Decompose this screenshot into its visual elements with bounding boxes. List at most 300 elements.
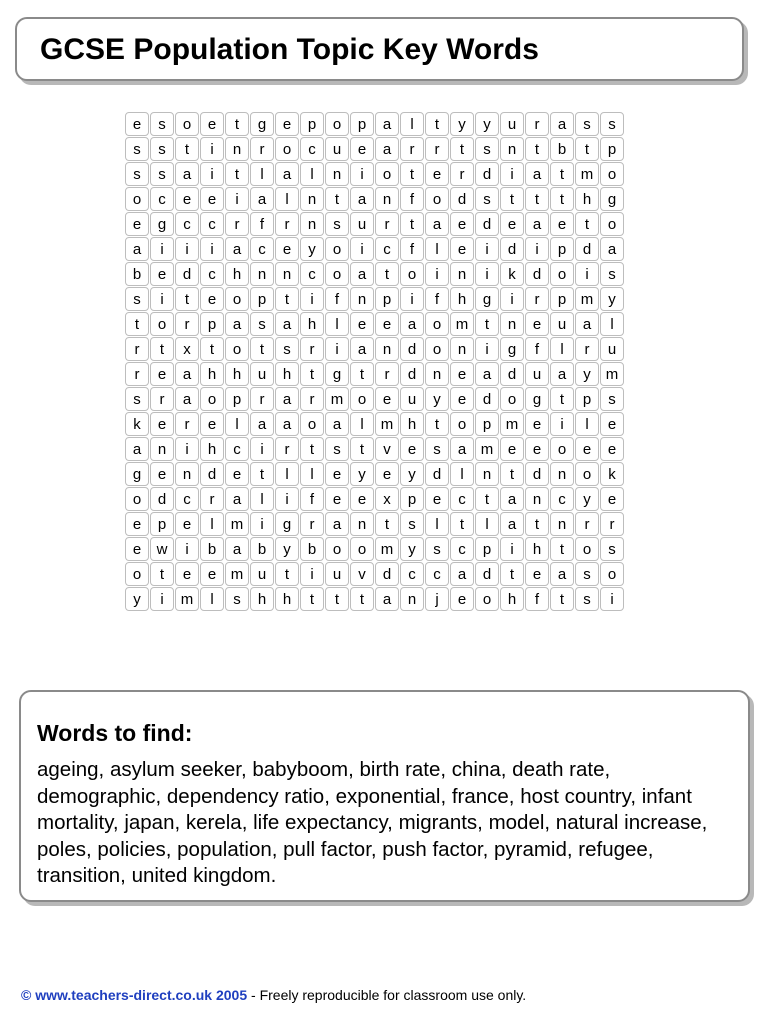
grid-cell[interactable]: f [400, 187, 424, 211]
grid-cell[interactable]: s [425, 537, 449, 561]
grid-cell[interactable]: r [575, 512, 599, 536]
grid-cell[interactable]: y [400, 462, 424, 486]
grid-cell[interactable]: s [150, 162, 174, 186]
grid-cell[interactable]: d [525, 262, 549, 286]
grid-cell[interactable]: a [275, 412, 299, 436]
grid-cell[interactable]: e [500, 212, 524, 236]
grid-cell[interactable]: t [550, 387, 574, 411]
grid-cell[interactable]: e [450, 362, 474, 386]
grid-cell[interactable]: l [450, 462, 474, 486]
grid-cell[interactable]: l [425, 512, 449, 536]
grid-cell[interactable]: o [425, 337, 449, 361]
grid-cell[interactable]: c [300, 137, 324, 161]
grid-cell[interactable]: x [375, 487, 399, 511]
grid-cell[interactable]: a [475, 362, 499, 386]
grid-cell[interactable]: l [300, 462, 324, 486]
grid-cell[interactable]: e [525, 562, 549, 586]
grid-cell[interactable]: n [300, 212, 324, 236]
grid-cell[interactable]: r [300, 387, 324, 411]
grid-cell[interactable]: e [425, 487, 449, 511]
grid-cell[interactable]: h [525, 537, 549, 561]
grid-cell[interactable]: l [275, 187, 299, 211]
grid-cell[interactable]: i [350, 237, 374, 261]
grid-cell[interactable]: l [200, 587, 224, 611]
grid-cell[interactable]: p [600, 137, 624, 161]
grid-cell[interactable]: e [275, 237, 299, 261]
grid-cell[interactable]: i [475, 262, 499, 286]
grid-cell[interactable]: e [325, 487, 349, 511]
grid-cell[interactable]: p [475, 537, 499, 561]
footer-link[interactable]: © www.teachers-direct.co.uk 2005 [21, 987, 248, 1003]
grid-cell[interactable]: t [400, 212, 424, 236]
grid-cell[interactable]: f [525, 337, 549, 361]
grid-cell[interactable]: i [175, 237, 199, 261]
grid-cell[interactable]: r [225, 212, 249, 236]
grid-cell[interactable]: u [400, 387, 424, 411]
grid-cell[interactable]: a [375, 137, 399, 161]
grid-cell[interactable]: v [350, 562, 374, 586]
grid-cell[interactable]: a [425, 212, 449, 236]
grid-cell[interactable]: m [325, 387, 349, 411]
grid-cell[interactable]: g [150, 212, 174, 236]
grid-cell[interactable]: e [375, 312, 399, 336]
grid-cell[interactable]: k [125, 412, 149, 436]
grid-cell[interactable]: n [550, 462, 574, 486]
grid-cell[interactable]: y [400, 537, 424, 561]
grid-cell[interactable]: d [500, 362, 524, 386]
grid-cell[interactable]: n [400, 587, 424, 611]
grid-cell[interactable]: t [525, 512, 549, 536]
grid-cell[interactable]: s [475, 137, 499, 161]
grid-cell[interactable]: u [250, 362, 274, 386]
grid-cell[interactable]: e [125, 537, 149, 561]
grid-cell[interactable]: n [375, 337, 399, 361]
grid-cell[interactable]: d [450, 187, 474, 211]
grid-cell[interactable]: s [225, 587, 249, 611]
grid-cell[interactable]: e [525, 412, 549, 436]
grid-cell[interactable]: t [550, 187, 574, 211]
grid-cell[interactable]: c [300, 262, 324, 286]
grid-cell[interactable]: t [475, 312, 499, 336]
grid-cell[interactable]: l [250, 162, 274, 186]
grid-cell[interactable]: f [525, 587, 549, 611]
grid-cell[interactable]: u [325, 562, 349, 586]
grid-cell[interactable]: r [175, 412, 199, 436]
grid-cell[interactable]: s [325, 212, 349, 236]
grid-cell[interactable]: i [425, 262, 449, 286]
grid-cell[interactable]: e [150, 262, 174, 286]
grid-cell[interactable]: s [575, 562, 599, 586]
grid-cell[interactable]: a [350, 337, 374, 361]
grid-cell[interactable]: c [450, 487, 474, 511]
grid-cell[interactable]: o [200, 387, 224, 411]
grid-cell[interactable]: u [325, 137, 349, 161]
grid-cell[interactable]: j [425, 587, 449, 611]
grid-cell[interactable]: u [550, 312, 574, 336]
grid-cell[interactable]: c [250, 237, 274, 261]
grid-cell[interactable]: r [450, 162, 474, 186]
grid-cell[interactable]: t [450, 137, 474, 161]
grid-cell[interactable]: e [350, 312, 374, 336]
grid-cell[interactable]: s [600, 387, 624, 411]
grid-cell[interactable]: n [175, 462, 199, 486]
grid-cell[interactable]: r [400, 137, 424, 161]
grid-cell[interactable]: f [400, 237, 424, 261]
grid-cell[interactable]: d [475, 162, 499, 186]
grid-cell[interactable]: g [525, 387, 549, 411]
grid-cell[interactable]: t [475, 487, 499, 511]
grid-cell[interactable]: o [475, 587, 499, 611]
grid-cell[interactable]: c [225, 437, 249, 461]
grid-cell[interactable]: e [150, 362, 174, 386]
grid-cell[interactable]: n [450, 262, 474, 286]
grid-cell[interactable]: s [575, 112, 599, 136]
grid-cell[interactable]: o [150, 312, 174, 336]
grid-cell[interactable]: s [575, 587, 599, 611]
grid-cell[interactable]: i [325, 337, 349, 361]
grid-cell[interactable]: r [275, 437, 299, 461]
grid-cell[interactable]: e [225, 462, 249, 486]
grid-cell[interactable]: c [375, 237, 399, 261]
grid-cell[interactable]: a [600, 237, 624, 261]
grid-cell[interactable]: i [175, 437, 199, 461]
grid-cell[interactable]: o [400, 262, 424, 286]
grid-cell[interactable]: d [425, 462, 449, 486]
grid-cell[interactable]: h [300, 312, 324, 336]
grid-cell[interactable]: e [375, 462, 399, 486]
grid-cell[interactable]: h [500, 587, 524, 611]
grid-cell[interactable]: i [200, 162, 224, 186]
grid-cell[interactable]: e [400, 437, 424, 461]
grid-cell[interactable]: a [325, 512, 349, 536]
grid-cell[interactable]: n [475, 462, 499, 486]
grid-cell[interactable]: a [175, 362, 199, 386]
grid-cell[interactable]: e [525, 312, 549, 336]
grid-cell[interactable]: t [225, 162, 249, 186]
grid-cell[interactable]: e [450, 587, 474, 611]
grid-cell[interactable]: p [200, 312, 224, 336]
grid-cell[interactable]: r [575, 337, 599, 361]
grid-cell[interactable]: y [275, 537, 299, 561]
grid-cell[interactable]: u [500, 112, 524, 136]
grid-cell[interactable]: m [500, 412, 524, 436]
grid-cell[interactable]: m [375, 537, 399, 561]
grid-cell[interactable]: o [575, 462, 599, 486]
grid-cell[interactable]: e [325, 462, 349, 486]
grid-cell[interactable]: h [225, 262, 249, 286]
grid-cell[interactable]: e [175, 562, 199, 586]
grid-cell[interactable]: o [225, 337, 249, 361]
grid-cell[interactable]: t [575, 212, 599, 236]
grid-cell[interactable]: t [375, 512, 399, 536]
grid-cell[interactable]: e [150, 462, 174, 486]
grid-cell[interactable]: o [125, 562, 149, 586]
grid-cell[interactable]: a [250, 187, 274, 211]
grid-cell[interactable]: b [300, 537, 324, 561]
grid-cell[interactable]: c [425, 562, 449, 586]
grid-cell[interactable]: n [350, 287, 374, 311]
grid-cell[interactable]: h [275, 587, 299, 611]
grid-cell[interactable]: v [375, 437, 399, 461]
grid-cell[interactable]: t [500, 187, 524, 211]
grid-cell[interactable]: e [125, 512, 149, 536]
grid-cell[interactable]: o [600, 212, 624, 236]
grid-cell[interactable]: p [475, 412, 499, 436]
grid-cell[interactable]: i [400, 287, 424, 311]
grid-cell[interactable]: d [525, 462, 549, 486]
grid-cell[interactable]: t [250, 337, 274, 361]
grid-cell[interactable]: l [325, 312, 349, 336]
grid-cell[interactable]: p [350, 112, 374, 136]
grid-cell[interactable]: h [225, 362, 249, 386]
grid-cell[interactable]: t [150, 562, 174, 586]
grid-cell[interactable]: g [500, 337, 524, 361]
grid-cell[interactable]: t [300, 587, 324, 611]
grid-cell[interactable]: e [350, 487, 374, 511]
grid-cell[interactable]: o [425, 187, 449, 211]
grid-cell[interactable]: u [600, 337, 624, 361]
grid-cell[interactable]: e [600, 412, 624, 436]
grid-cell[interactable]: d [175, 262, 199, 286]
grid-cell[interactable]: o [575, 537, 599, 561]
grid-cell[interactable]: a [125, 437, 149, 461]
grid-cell[interactable]: t [300, 437, 324, 461]
grid-cell[interactable]: e [200, 562, 224, 586]
grid-cell[interactable]: l [225, 412, 249, 436]
grid-cell[interactable]: e [500, 437, 524, 461]
grid-cell[interactable]: t [525, 187, 549, 211]
grid-cell[interactable]: o [325, 537, 349, 561]
grid-cell[interactable]: f [250, 212, 274, 236]
grid-cell[interactable]: y [425, 387, 449, 411]
grid-cell[interactable]: e [550, 212, 574, 236]
grid-cell[interactable]: p [550, 237, 574, 261]
grid-cell[interactable]: s [325, 437, 349, 461]
grid-cell[interactable]: d [500, 237, 524, 261]
grid-cell[interactable]: e [375, 387, 399, 411]
grid-cell[interactable]: r [275, 212, 299, 236]
grid-cell[interactable]: g [250, 112, 274, 136]
grid-cell[interactable]: y [575, 362, 599, 386]
grid-cell[interactable]: r [150, 387, 174, 411]
grid-cell[interactable]: p [575, 387, 599, 411]
grid-cell[interactable]: t [225, 112, 249, 136]
grid-cell[interactable]: a [575, 312, 599, 336]
grid-cell[interactable]: s [600, 262, 624, 286]
grid-cell[interactable]: i [300, 562, 324, 586]
grid-cell[interactable]: i [225, 187, 249, 211]
grid-cell[interactable]: a [525, 162, 549, 186]
grid-cell[interactable]: a [225, 312, 249, 336]
grid-cell[interactable]: e [175, 512, 199, 536]
grid-cell[interactable]: s [125, 137, 149, 161]
grid-cell[interactable]: r [375, 362, 399, 386]
grid-cell[interactable]: o [350, 537, 374, 561]
grid-cell[interactable]: s [475, 187, 499, 211]
grid-cell[interactable]: m [225, 562, 249, 586]
grid-cell[interactable]: n [375, 187, 399, 211]
grid-cell[interactable]: p [400, 487, 424, 511]
grid-cell[interactable]: n [450, 337, 474, 361]
grid-cell[interactable]: p [150, 512, 174, 536]
grid-cell[interactable]: p [375, 287, 399, 311]
grid-cell[interactable]: s [600, 112, 624, 136]
grid-cell[interactable]: r [250, 137, 274, 161]
grid-cell[interactable]: l [250, 487, 274, 511]
grid-cell[interactable]: n [550, 512, 574, 536]
grid-cell[interactable]: r [375, 212, 399, 236]
grid-cell[interactable]: r [125, 362, 149, 386]
grid-cell[interactable]: t [375, 262, 399, 286]
grid-cell[interactable]: a [500, 512, 524, 536]
grid-cell[interactable]: a [525, 212, 549, 236]
grid-cell[interactable]: u [350, 212, 374, 236]
grid-cell[interactable]: d [475, 212, 499, 236]
grid-cell[interactable]: o [500, 387, 524, 411]
grid-cell[interactable]: r [525, 287, 549, 311]
grid-cell[interactable]: y [125, 587, 149, 611]
grid-cell[interactable]: r [200, 487, 224, 511]
grid-cell[interactable]: l [550, 337, 574, 361]
grid-cell[interactable]: e [525, 437, 549, 461]
grid-cell[interactable]: s [125, 287, 149, 311]
grid-cell[interactable]: k [500, 262, 524, 286]
grid-cell[interactable]: h [400, 412, 424, 436]
grid-cell[interactable]: t [325, 187, 349, 211]
grid-cell[interactable]: o [125, 187, 149, 211]
grid-cell[interactable]: o [600, 162, 624, 186]
grid-cell[interactable]: i [350, 162, 374, 186]
grid-cell[interactable]: n [325, 162, 349, 186]
grid-cell[interactable]: a [400, 312, 424, 336]
grid-cell[interactable]: e [450, 387, 474, 411]
grid-cell[interactable]: r [300, 512, 324, 536]
grid-cell[interactable]: h [250, 587, 274, 611]
grid-cell[interactable]: r [525, 112, 549, 136]
grid-cell[interactable]: i [150, 237, 174, 261]
grid-cell[interactable]: g [600, 187, 624, 211]
grid-cell[interactable]: i [475, 337, 499, 361]
grid-cell[interactable]: a [350, 187, 374, 211]
grid-cell[interactable]: k [600, 462, 624, 486]
grid-cell[interactable]: c [175, 212, 199, 236]
grid-cell[interactable]: e [275, 112, 299, 136]
grid-cell[interactable]: a [375, 587, 399, 611]
grid-cell[interactable]: c [200, 212, 224, 236]
grid-cell[interactable]: c [175, 487, 199, 511]
grid-cell[interactable]: i [250, 437, 274, 461]
grid-cell[interactable]: b [550, 137, 574, 161]
grid-cell[interactable]: i [150, 287, 174, 311]
grid-cell[interactable]: d [400, 362, 424, 386]
grid-cell[interactable]: o [275, 137, 299, 161]
grid-cell[interactable]: y [450, 112, 474, 136]
grid-cell[interactable]: l [575, 412, 599, 436]
grid-cell[interactable]: s [150, 112, 174, 136]
grid-cell[interactable]: i [500, 537, 524, 561]
grid-cell[interactable]: c [550, 487, 574, 511]
grid-cell[interactable]: l [350, 412, 374, 436]
grid-cell[interactable]: a [375, 112, 399, 136]
grid-cell[interactable]: i [300, 287, 324, 311]
grid-cell[interactable]: s [250, 312, 274, 336]
grid-cell[interactable]: m [225, 512, 249, 536]
grid-cell[interactable]: a [550, 112, 574, 136]
grid-cell[interactable]: n [500, 137, 524, 161]
grid-cell[interactable]: y [600, 287, 624, 311]
grid-cell[interactable]: s [275, 337, 299, 361]
grid-cell[interactable]: o [550, 262, 574, 286]
grid-cell[interactable]: d [200, 462, 224, 486]
grid-cell[interactable]: t [425, 412, 449, 436]
grid-cell[interactable]: m [175, 587, 199, 611]
grid-cell[interactable]: n [425, 362, 449, 386]
grid-cell[interactable]: a [550, 362, 574, 386]
grid-cell[interactable]: t [300, 362, 324, 386]
grid-cell[interactable]: e [175, 187, 199, 211]
grid-cell[interactable]: t [450, 512, 474, 536]
grid-cell[interactable]: i [200, 237, 224, 261]
grid-cell[interactable]: e [200, 287, 224, 311]
grid-cell[interactable]: u [250, 562, 274, 586]
grid-cell[interactable]: n [225, 137, 249, 161]
grid-cell[interactable]: y [300, 237, 324, 261]
grid-cell[interactable]: f [300, 487, 324, 511]
grid-cell[interactable]: r [425, 137, 449, 161]
grid-cell[interactable]: r [175, 312, 199, 336]
grid-cell[interactable]: y [575, 487, 599, 511]
grid-cell[interactable]: g [475, 287, 499, 311]
grid-cell[interactable]: t [400, 162, 424, 186]
grid-cell[interactable]: t [175, 287, 199, 311]
grid-cell[interactable]: h [200, 362, 224, 386]
grid-cell[interactable]: t [525, 137, 549, 161]
grid-cell[interactable]: o [325, 112, 349, 136]
grid-cell[interactable]: i [525, 237, 549, 261]
grid-cell[interactable]: a [175, 162, 199, 186]
grid-cell[interactable]: e [200, 187, 224, 211]
grid-cell[interactable]: d [150, 487, 174, 511]
grid-cell[interactable]: r [250, 387, 274, 411]
grid-cell[interactable]: t [500, 462, 524, 486]
grid-cell[interactable]: t [575, 137, 599, 161]
grid-cell[interactable]: b [200, 537, 224, 561]
grid-cell[interactable]: l [300, 162, 324, 186]
grid-cell[interactable]: e [200, 112, 224, 136]
grid-cell[interactable]: p [250, 287, 274, 311]
grid-cell[interactable]: e [575, 437, 599, 461]
grid-cell[interactable]: t [350, 362, 374, 386]
grid-cell[interactable]: e [125, 112, 149, 136]
grid-cell[interactable]: l [200, 512, 224, 536]
grid-cell[interactable]: a [275, 387, 299, 411]
grid-cell[interactable]: e [125, 212, 149, 236]
grid-cell[interactable]: t [550, 587, 574, 611]
grid-cell[interactable]: r [600, 512, 624, 536]
grid-cell[interactable]: i [250, 512, 274, 536]
grid-cell[interactable]: t [150, 337, 174, 361]
grid-cell[interactable]: b [125, 262, 149, 286]
grid-cell[interactable]: m [575, 162, 599, 186]
grid-cell[interactable]: a [225, 537, 249, 561]
grid-cell[interactable]: p [225, 387, 249, 411]
grid-cell[interactable]: g [125, 462, 149, 486]
grid-cell[interactable]: t [175, 137, 199, 161]
grid-cell[interactable]: d [475, 562, 499, 586]
grid-cell[interactable]: c [150, 187, 174, 211]
grid-cell[interactable]: n [500, 312, 524, 336]
grid-cell[interactable]: l [600, 312, 624, 336]
